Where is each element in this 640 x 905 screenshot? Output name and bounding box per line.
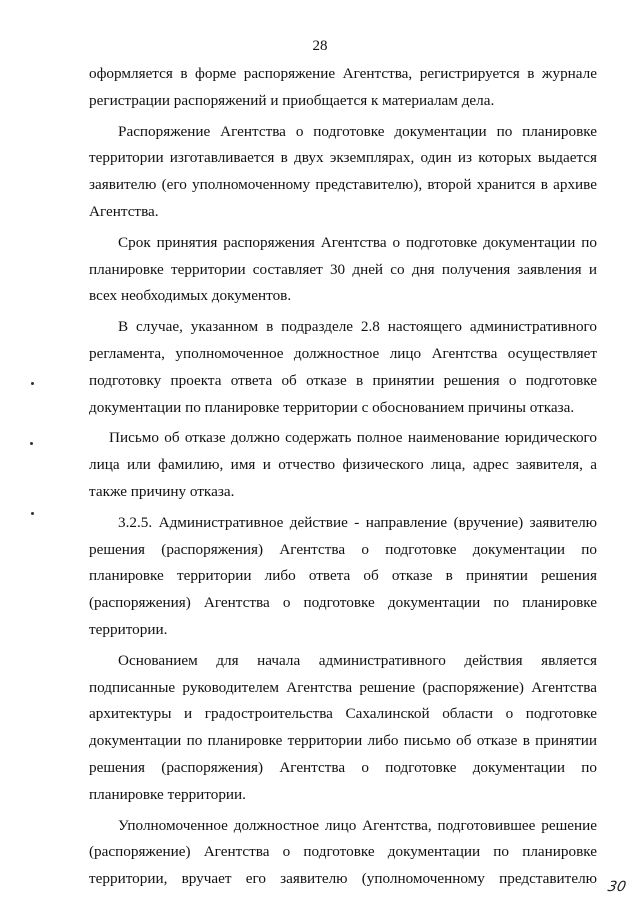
text-line: 3.2.5. Административное действие - направление (вручение) заявителю (118, 513, 597, 531)
text-line: Основанием для начала административного действия является (118, 651, 597, 669)
text-line: также причину отказа. (89, 482, 235, 500)
text-line: Срок принятия распоряжения Агентства о подготовке документации по (118, 233, 597, 251)
text-line: заявителю (его уполномоченному представителю), второй хранится в архиве (89, 176, 597, 194)
text-line: (распоряжения) Агентства о подготовке документации по планировке (89, 594, 597, 612)
text-line: территории. (89, 620, 168, 638)
paragraph-5 (89, 425, 597, 505)
text-line: Письмо об отказе должно содержать полное наименование юридического (109, 429, 597, 447)
text-line: планировке территории составляет 30 дней со дня получения заявления и (89, 260, 597, 278)
document-body (89, 61, 597, 897)
text-line: регламента, уполномоченное должностное лицо Агентства осуществляет (89, 344, 597, 362)
text-line: Распоряжение Агентства о подготовке документации по планировке (118, 122, 597, 140)
scan-speck (31, 382, 34, 385)
text-line: оформляется в форме распоряжение Агентства, регистрируется в журнале (89, 65, 597, 82)
text-line: Агентства. (89, 202, 159, 220)
paragraph-7 (89, 648, 597, 809)
paragraph-1 (89, 61, 597, 115)
text-line: В случае, указанном в подразделе 2.8 настоящего административного (118, 318, 597, 336)
text-line: подписанные руководителем Агентства решение (распоряжение) Агентства (89, 678, 597, 696)
text-line: планировке территории. (89, 785, 246, 803)
paragraph-2 (89, 119, 597, 226)
text-line: подготовку проекта ответа об отказе в принятии решения о подготовке (89, 371, 597, 389)
page-number: 28 (312, 38, 328, 54)
text-line: планировке территории либо ответа об отказе в принятии решения (89, 567, 597, 585)
scan-speck (31, 512, 34, 515)
text-line: решения (распоряжения) Агентства о подготовке документации по (89, 758, 597, 776)
text-line: решения (распоряжения) Агентства о подготовке документации по (89, 540, 597, 558)
text-line: всех необходимых документов. (89, 287, 292, 305)
paragraph-4 (89, 314, 597, 421)
paragraph-6 (89, 510, 597, 644)
paragraph-3 (89, 230, 597, 310)
scan-speck (30, 442, 33, 445)
text-line: документации по планировке территории либо письмо об отказе в принятии (89, 732, 597, 750)
text-line: архитектуры и градостроительства Сахалинской области о подготовке (89, 705, 597, 723)
text-line: лица или фамилию, имя и отчество физического лица, адрес заявителя, а (89, 456, 597, 474)
handwritten-sheet-number: 30 (606, 879, 628, 895)
text-line: (распоряжение) Агентства о подготовке документации по планировке (89, 843, 597, 861)
paragraph-8 (89, 813, 597, 893)
text-line: Уполномоченное должностное лицо Агентства, подготовившее решение (118, 816, 597, 834)
text-line: территории изготавливается в двух экземплярах, один из которых выдается (89, 149, 597, 167)
text-line: регистрации распоряжений и приобщается к материалам дела. (89, 91, 495, 109)
text-line: документации по планировке территории с обоснованием причины отказа. (89, 398, 575, 416)
text-line: территории, вручает его заявителю (уполномоченному представителю (89, 870, 597, 888)
